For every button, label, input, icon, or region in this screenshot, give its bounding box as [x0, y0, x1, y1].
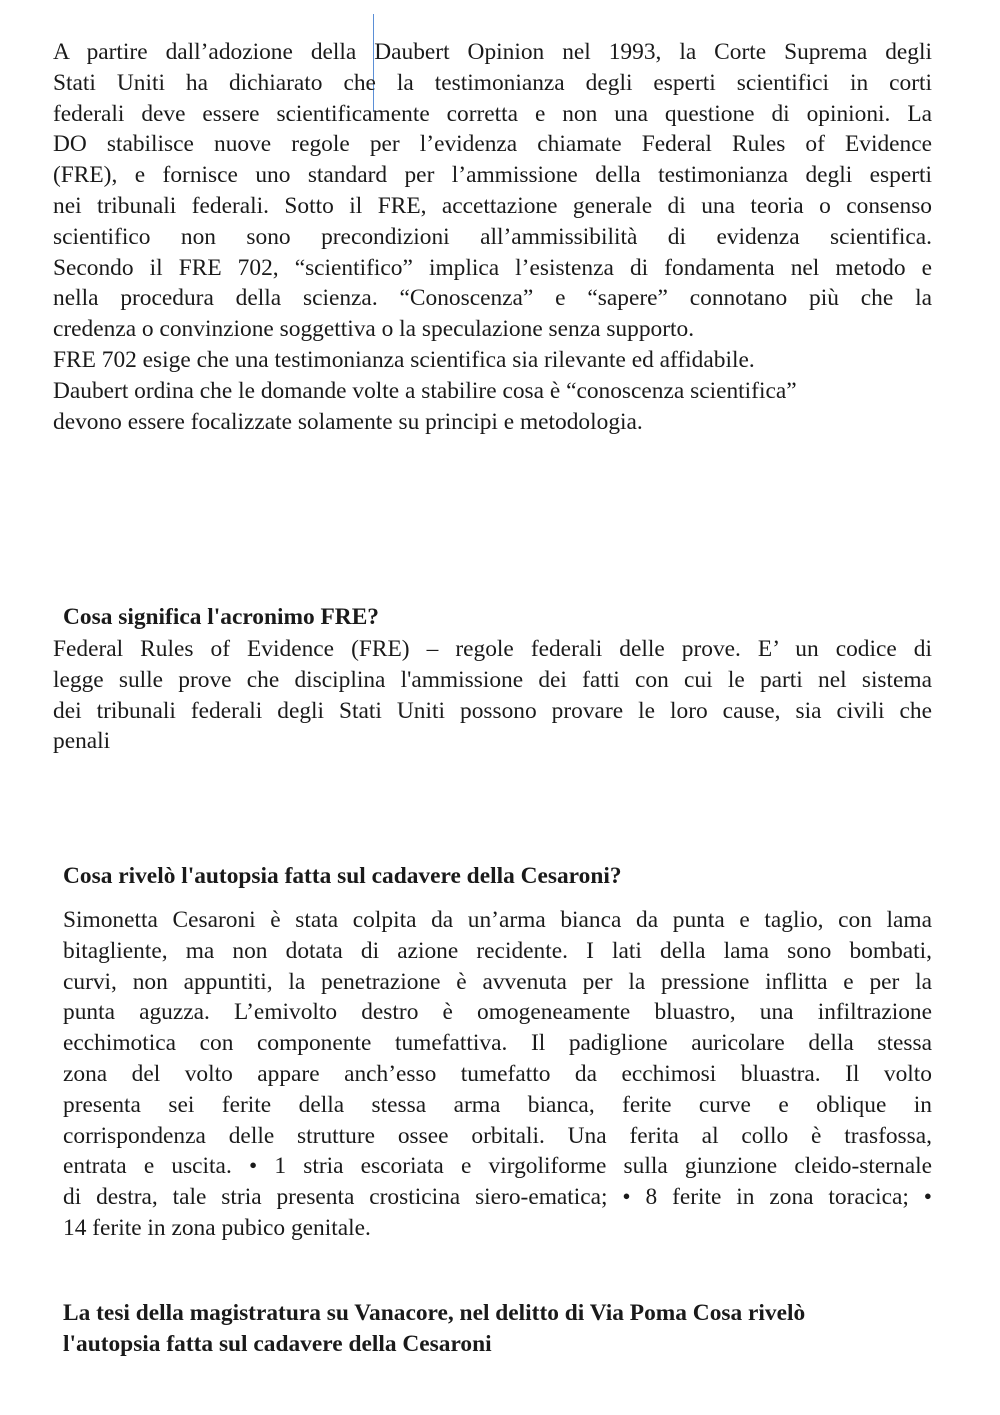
text-line: Secondo il FRE 702, “scientifico” implica l’esistenza di fondamenta nel metodo e [53, 254, 932, 281]
text-line: Stati Uniti ha dichiarato che la testimonianza degli esperti scientifici in corti [53, 69, 932, 96]
intro-extra-paragraph [53, 345, 932, 437]
autopsy-answer-paragraph [63, 905, 932, 1244]
text-line: curvi, non appuntiti, la penetrazione è avvenuta per la pressione inflitta e per la [63, 968, 932, 995]
text-line: penali [53, 728, 111, 755]
text-line: di destra, tale stria presenta crosticina siero-ematica; • 8 ferite in zona toracica; • [63, 1184, 932, 1211]
text-line: nella procedura della scienza. “Conoscenza” e “sapere” connotano più che la [53, 285, 932, 312]
text-line: punta aguzza. L’emivolto destro è omogeneamente bluastro, una infiltrazione [63, 999, 932, 1026]
text-line: scientifico non sono precondizioni all’ammissibilità di evidenza scientifica. [53, 223, 932, 250]
text-line: devono essere focalizzate solamente su principi e metodologia. [53, 408, 643, 435]
text-line: dei tribunali federali degli Stati Uniti possono provare le loro cause, sia civili che [53, 697, 932, 724]
text-line: nei tribunali federali. Sotto il FRE, accettazione generale di una teoria o consenso [53, 192, 932, 219]
text-line: Federal Rules of Evidence (FRE) – regole federali delle prove. E’ un codice di [53, 636, 932, 662]
text-line: zona del volto appare anch’esso tumefatto da ecchimosi bluastra. Il volto [63, 1060, 932, 1087]
text-line: Daubert ordina che le domande volte a stabilire cosa è “conoscenza scientifica” [53, 377, 797, 404]
text-line: bitagliente, ma non dotata di azione recidente. I lati della lama sono bombati, [63, 937, 932, 964]
text-line: presenta sei ferite della stessa arma bianca, ferite curve e oblique in [63, 1091, 932, 1118]
text-line: legge sulle prove che disciplina l'ammissione dei fatti con cui le parti nel sistema [53, 666, 932, 693]
intro-paragraph [53, 37, 932, 345]
text-line: ecchimotica con componente tumefattiva. Il padiglione auricolare della stessa [63, 1030, 932, 1057]
text-line: corrispondenza delle strutture ossee orbitali. Una ferita al collo è trasfossa, [63, 1122, 932, 1149]
autopsy-question-heading: Cosa rivelò l'autopsia fatta sul cadavere della Cesaroni? [63, 863, 622, 889]
text-line: entrata e uscita. • 1 stria escoriata e virgoliforme sulla giunzione cleido-sternale [63, 1153, 932, 1180]
fre-answer-paragraph [53, 634, 932, 757]
text-line: (FRE), e fornisce uno standard per l’ammissione della testimonianza degli esperti [53, 162, 932, 189]
text-line: credenza o convinzione soggettiva o la speculazione senza supporto. [53, 316, 695, 343]
text-line: federali deve essere scientificamente corretta e non una questione di opinioni. La [53, 100, 932, 127]
text-line: Simonetta Cesaroni è stata colpita da un’arma bianca da punta e taglio, con lama [63, 907, 932, 933]
text-line: FRE 702 esige che una testimonianza scientifica sia rilevante ed affidabile. [53, 347, 755, 373]
text-line: 14 ferite in zona pubico genitale. [63, 1214, 371, 1241]
text-line: A partire dall’adozione della Daubert Opinion nel 1993, la Corte Suprema degli [53, 39, 932, 65]
heading-line: l'autopsia fatta sul cadavere della Cesaroni [63, 1331, 492, 1357]
heading-line: La tesi della magistratura su Vanacore, nel delitto di Via Poma Cosa rivelò [63, 1300, 806, 1326]
vanacore-heading [63, 1298, 933, 1360]
text-line: DO stabilisce nuove regole per l’evidenza chiamate Federal Rules of Evidence [53, 131, 932, 158]
fre-question-heading: Cosa significa l'acronimo FRE? [63, 604, 379, 630]
